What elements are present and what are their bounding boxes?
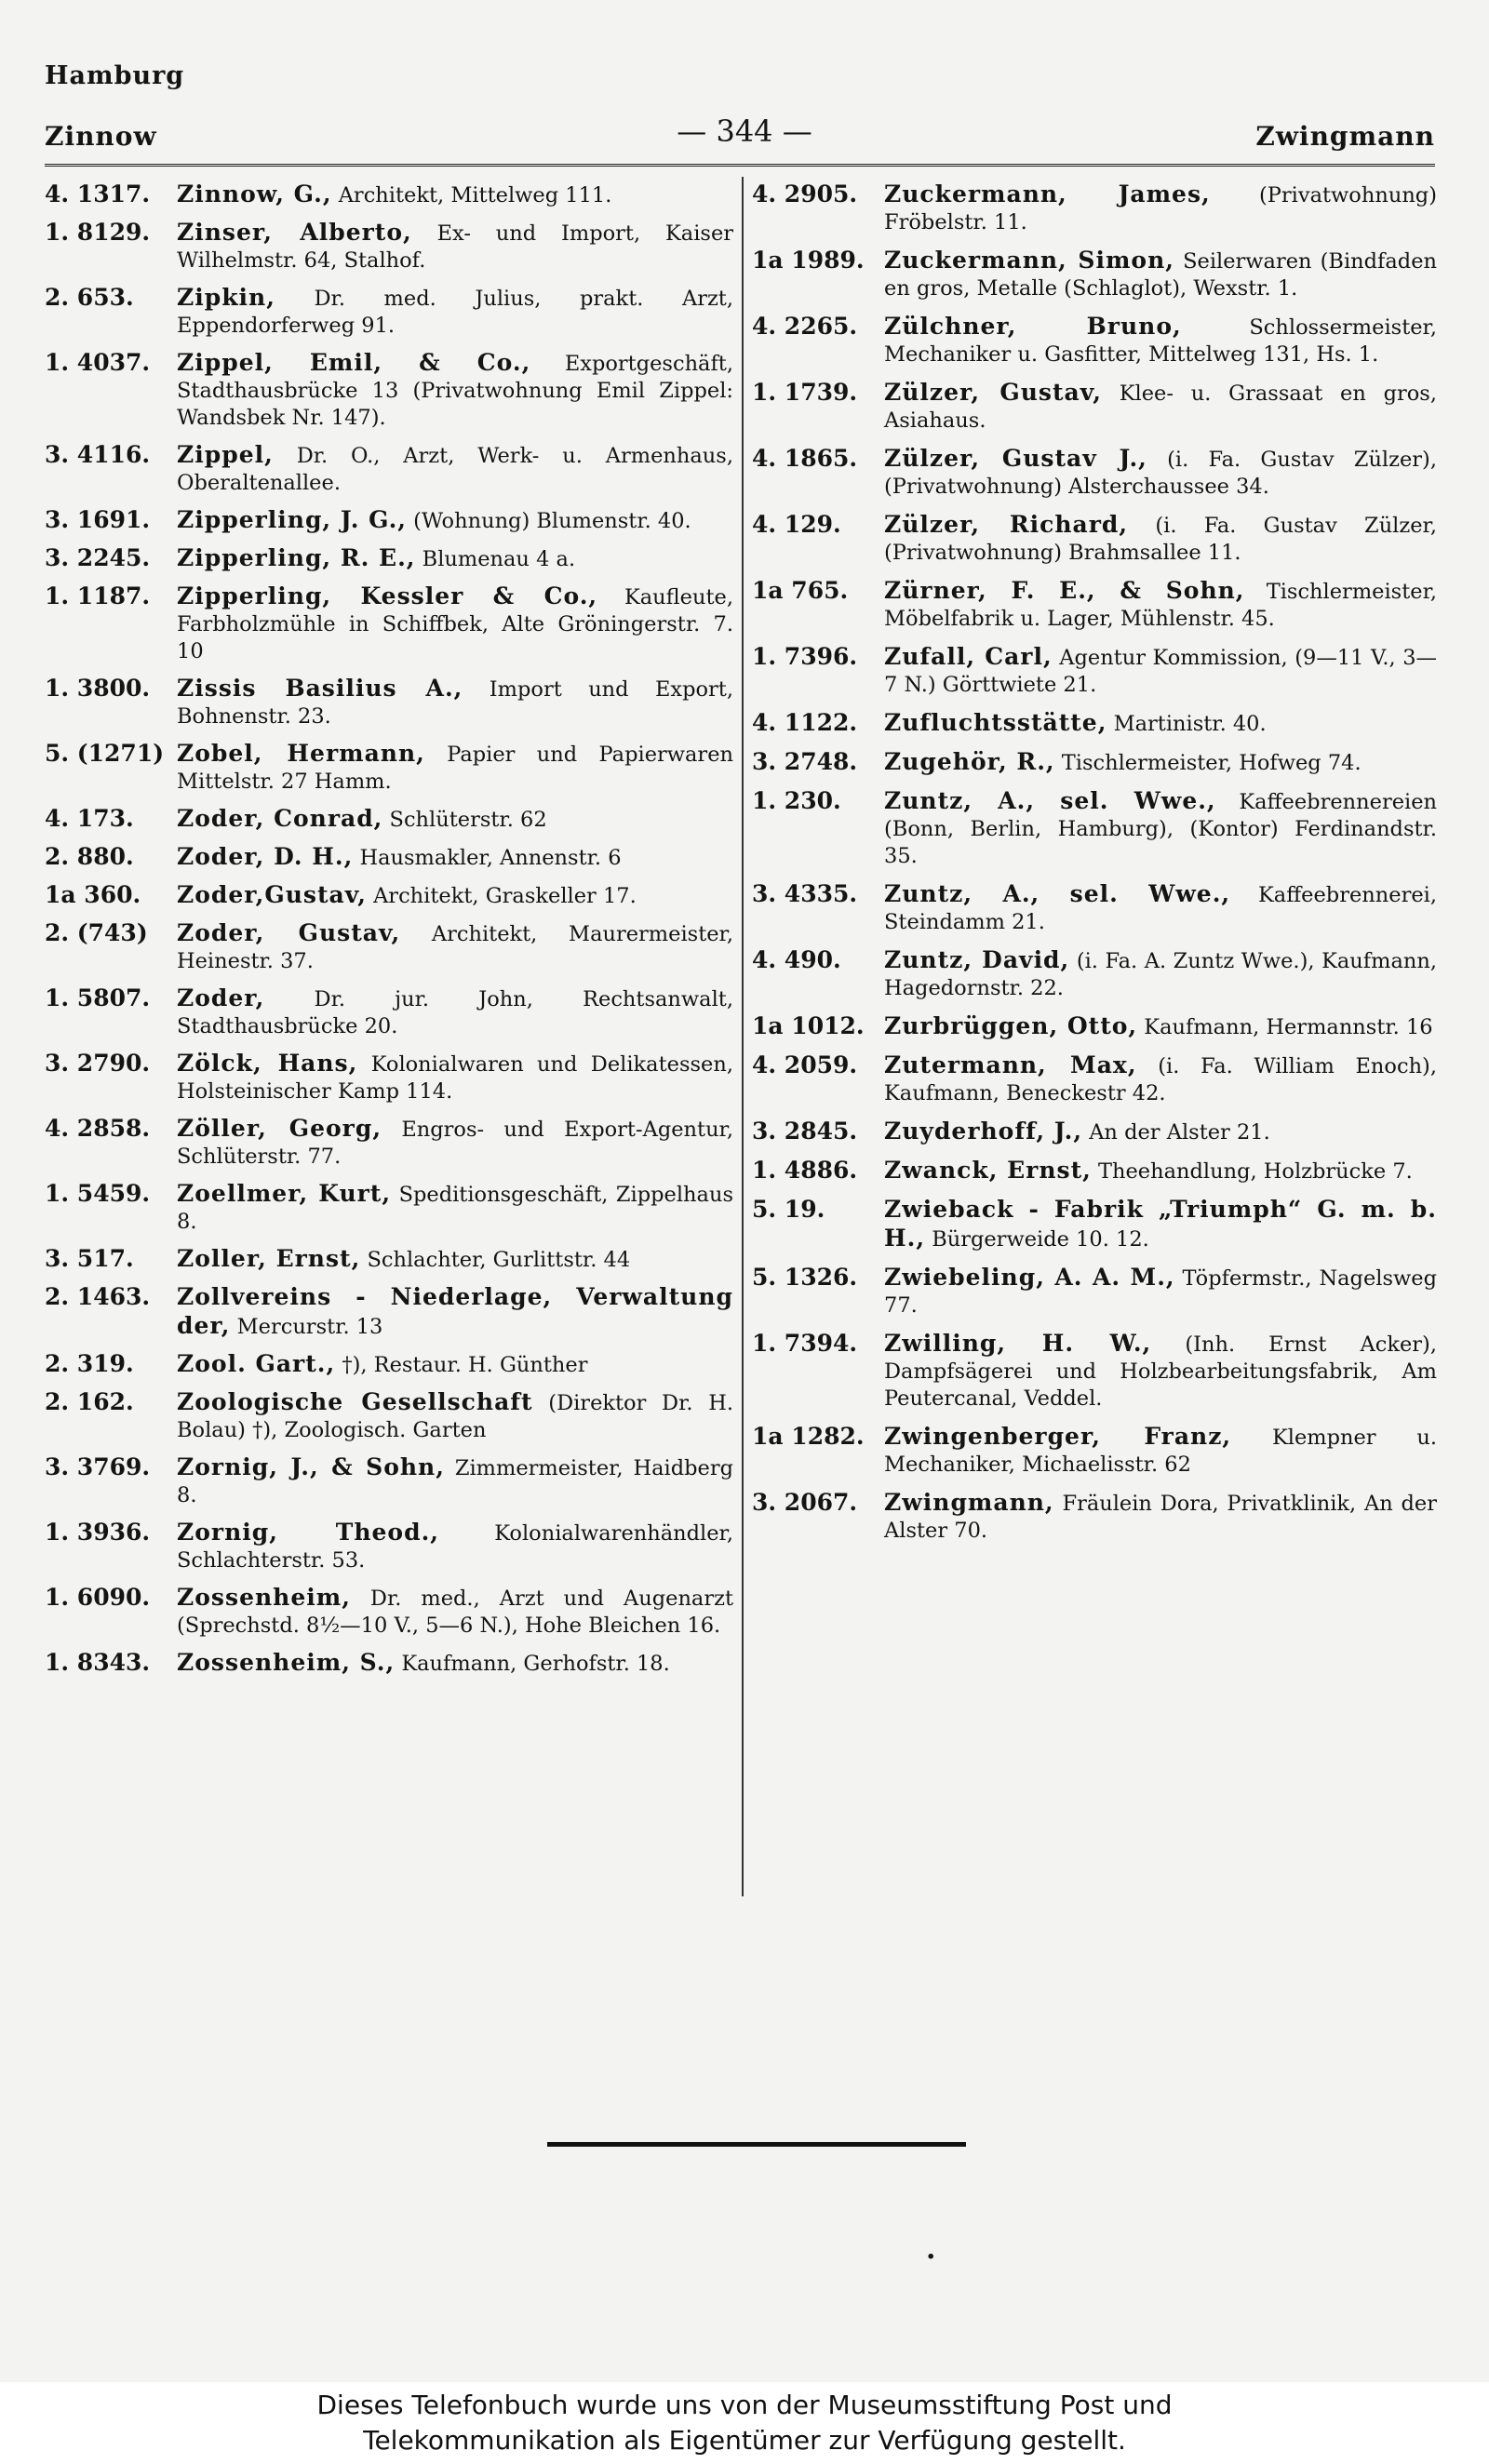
- phone-number: 5. 19.: [752, 1196, 825, 1223]
- directory-entry: [45, 1350, 733, 1379]
- entry-name: Zornig, J., & Sohn,: [177, 1453, 445, 1480]
- header-last-entry: Zwingmann: [1255, 121, 1435, 152]
- phone-number: 2. (743): [45, 919, 148, 946]
- entry-details: Exportgeschäft, Stadthausbrücke 13 (Privatwohnung Emil Zippel: Wandsbek Nr. 147).: [177, 352, 733, 430]
- entry-details: Papier und Papierwaren Mittelstr. 27 Hamm.: [177, 743, 733, 794]
- entry-details: (i. Fa. William Enoch), Kaufmann, Beneckestr 42.: [884, 1054, 1437, 1105]
- directory-entry: [752, 1051, 1437, 1107]
- phone-number: 5. (1271): [45, 740, 165, 767]
- phone-number: 2. 162.: [45, 1388, 134, 1415]
- entry-details: Hausmakler, Annenstr. 6: [359, 846, 622, 870]
- entry-details: (Wohnung) Blumenstr. 40.: [413, 509, 691, 533]
- entry-name: Zülzer, Richard,: [884, 511, 1129, 538]
- entry-name: Zuckermann, James,: [884, 181, 1211, 208]
- entry-details: Import und Export, Bohnenstr. 23.: [177, 677, 734, 729]
- entry-name: Zutermann, Max,: [884, 1051, 1137, 1078]
- directory-entry: [45, 1245, 733, 1274]
- entry-details: (i. Fa. Gustav Zülzer, (Privatwohnung) Brahmsallee 11.: [884, 514, 1437, 565]
- entry-name: Zornig, Theod.,: [177, 1519, 439, 1546]
- phone-number: 3. 2067.: [752, 1489, 858, 1516]
- end-rule: [547, 2142, 966, 2147]
- entry-details: Schlachter, Gurlittstr. 44: [367, 1248, 631, 1272]
- entry-details: Tischlermeister, Möbelfabrik u. Lager, Mühlenstr. 45.: [884, 580, 1437, 631]
- entry-name: Zipperling, R. E.,: [177, 544, 416, 571]
- entry-details: Kolonialwaren und Delikatessen, Holsteinischer Kamp 114.: [177, 1052, 733, 1104]
- directory-entry: [752, 379, 1437, 435]
- entry-details: Dr. O., Arzt, Werk- u. Armenhaus, Oberaltenallee.: [177, 444, 733, 495]
- footer-line-2: Telekommunikation als Eigentümer zur Verfügung gestellt.: [363, 2425, 1126, 2456]
- entry-name: Zipkin,: [177, 284, 275, 311]
- phone-number: 1. 7394.: [752, 1330, 858, 1357]
- phone-number: 2. 880.: [45, 843, 134, 870]
- phone-number: 1a 1989.: [752, 247, 865, 274]
- directory-entry: [45, 1050, 733, 1105]
- directory-entry: [752, 313, 1437, 368]
- entry-details: Kaffeebrennereien (Bonn, Berlin, Hamburg), (Kontor) Ferdinandstr. 35.: [884, 790, 1438, 868]
- column-divider: [742, 177, 744, 1896]
- phone-number: 1. 7396.: [752, 643, 858, 670]
- end-dot: .: [926, 2233, 936, 2266]
- phone-number: 3. 2790.: [45, 1050, 151, 1077]
- directory-entry: [752, 1423, 1437, 1479]
- entry-name: Zufluchtsstätte,: [884, 709, 1107, 736]
- directory-entry: [752, 880, 1437, 936]
- header-first-entry: Zinnow: [45, 121, 157, 152]
- entry-name: Zissis Basilius A.,: [177, 675, 463, 702]
- phone-number: 4. 2905.: [752, 181, 858, 208]
- entry-details: Kaufmann, Gerhofstr. 18.: [401, 1652, 670, 1676]
- directory-entry: [45, 219, 733, 275]
- entry-name: Zossenheim,: [177, 1584, 351, 1611]
- phone-number: 1a 1012.: [752, 1012, 865, 1039]
- entry-details: Martinistr. 40.: [1113, 712, 1267, 736]
- entry-details: Schlüterstr. 62: [389, 808, 547, 832]
- entry-details: (Inh. Ernst Acker), Dampfsägerei und Holzbearbeitungsfabrik, Am Peutercanal, Veddel.: [884, 1332, 1437, 1411]
- entry-name: Zoder, Gustav,: [177, 919, 401, 946]
- entry-name: Zöller, Georg,: [177, 1115, 382, 1142]
- header-city: Hamburg: [45, 61, 185, 90]
- phone-number: 4. 2265.: [752, 313, 858, 340]
- entry-name: Zipperling, Kessler & Co.,: [177, 583, 598, 609]
- directory-entry: [752, 511, 1437, 567]
- entry-details: Tischlermeister, Hofweg 74.: [1061, 751, 1362, 775]
- phone-number: 1. 230.: [752, 787, 841, 814]
- entry-name: Zurbrüggen, Otto,: [884, 1012, 1138, 1039]
- phone-number: 1. 3800.: [45, 675, 151, 702]
- entry-name: Zoder,Gustav,: [177, 881, 367, 908]
- entry-details: Seilerwaren (Bindfaden en gros, Metalle (Schlaglot), Wexstr. 1.: [884, 249, 1438, 301]
- directory-entry: [45, 1388, 733, 1444]
- phone-number: 4. 1865.: [752, 445, 858, 472]
- entry-name: Zoder,: [177, 984, 265, 1011]
- directory-entry: [752, 1157, 1437, 1185]
- entry-name: Zoologische Gesellschaft: [177, 1388, 533, 1415]
- right-column: [752, 181, 1437, 1555]
- entry-details: Speditionsgeschäft, Zippelhaus 8.: [177, 1183, 733, 1234]
- directory-entry: [45, 583, 733, 665]
- entry-details: Klee- u. Grassaat en gros, Asiahaus.: [884, 382, 1438, 433]
- directory-entry: [752, 577, 1437, 633]
- phone-number: 4. 490.: [752, 946, 841, 973]
- directory-entry: [752, 1489, 1437, 1545]
- phone-number: 1. 5459.: [45, 1180, 151, 1207]
- entry-name: Zölck, Hans,: [177, 1050, 358, 1077]
- directory-entry: [752, 1196, 1437, 1253]
- entry-name: Zuntz, A., sel. Wwe.,: [884, 880, 1231, 907]
- phone-number: 3. 4335.: [752, 880, 858, 907]
- entry-name: Zülchner, Bruno,: [884, 313, 1182, 340]
- directory-entry: [45, 805, 733, 834]
- directory-entry: [45, 441, 733, 497]
- entry-details: (Privatwohnung) Fröbelstr. 11.: [884, 183, 1437, 234]
- directory-entry: [45, 919, 733, 975]
- entry-name: Zippel,: [177, 441, 274, 468]
- directory-entry: [45, 740, 733, 796]
- directory-entry: [45, 1453, 733, 1509]
- phone-number: 1a 360.: [45, 881, 141, 908]
- entry-details: Mercurstr. 13: [236, 1315, 383, 1339]
- phone-number: 4. 1122.: [752, 709, 858, 736]
- directory-entry: [45, 843, 733, 872]
- phone-number: 2. 653.: [45, 284, 134, 311]
- directory-entry: [45, 1584, 733, 1640]
- entry-name: Zobel, Hermann,: [177, 740, 425, 767]
- directory-entry: [45, 1115, 733, 1171]
- phone-number: 4. 129.: [752, 511, 841, 538]
- entry-name: Zuckermann, Simon,: [884, 247, 1174, 274]
- entry-name: Zürner, F. E., & Sohn,: [884, 577, 1245, 604]
- phone-number: 3. 3769.: [45, 1453, 151, 1480]
- directory-entry: [752, 946, 1437, 1002]
- entry-details: Dr. jur. John, Rechtsanwalt, Stadthausbrücke 20.: [177, 987, 733, 1038]
- footer-line-1: Dieses Telefonbuch wurde uns von der Museumsstiftung Post und: [316, 2390, 1173, 2420]
- phone-number: 3. 2245.: [45, 544, 151, 571]
- directory-entry: [752, 1330, 1437, 1413]
- directory-entry: [45, 675, 733, 730]
- page-number: — 344 —: [677, 114, 812, 149]
- directory-entry: [752, 247, 1437, 302]
- entry-name: Zuyderhoff, J.,: [884, 1118, 1083, 1145]
- phone-number: 1. 1739.: [752, 379, 858, 406]
- directory-entry: [752, 445, 1437, 501]
- entry-name: Zülzer, Gustav,: [884, 379, 1102, 406]
- entry-details: †), Restaur. H. Günther: [342, 1353, 588, 1377]
- entry-details: Töpfermstr., Nagelsweg 77.: [884, 1266, 1437, 1318]
- entry-details: Klempner u. Mechaniker, Michaelisstr. 62: [884, 1426, 1438, 1477]
- directory-entry: [752, 748, 1437, 777]
- header-divider: [45, 164, 1435, 169]
- entry-details: Engros- und Export-Agentur, Schlüterstr. 77.: [177, 1118, 733, 1169]
- entry-name: Zwingmann,: [884, 1489, 1054, 1516]
- entry-name: Zuntz, David,: [884, 946, 1070, 973]
- directory-entry: [45, 181, 733, 209]
- entry-details: Dr. med., Arzt und Augenarzt (Sprechstd. 8½—10 V., 5—6 N.), Hohe Bleichen 16.: [177, 1587, 733, 1638]
- left-column: [45, 181, 733, 1687]
- directory-entry: [752, 643, 1437, 699]
- directory-entry: [45, 284, 733, 340]
- entry-name: Zinnow, G.,: [177, 181, 332, 208]
- entry-details: (i. Fa. A. Zuntz Wwe.), Kaufmann, Hagedornstr. 22.: [884, 949, 1437, 1000]
- directory-entry: [45, 1283, 733, 1341]
- entry-name: Zollvereins - Niederlage, Verwaltung der,: [177, 1283, 733, 1339]
- phone-number: 4. 2059.: [752, 1051, 858, 1078]
- entry-name: Zossenheim, S.,: [177, 1649, 396, 1676]
- phone-number: 5. 1326.: [752, 1264, 858, 1291]
- entry-name: Zufall, Carl,: [884, 643, 1053, 670]
- entry-details: Kolonialwarenhändler, Schlachterstr. 53.: [177, 1521, 733, 1573]
- directory-entry: [752, 1118, 1437, 1146]
- directory-entry: [752, 1264, 1437, 1319]
- directory-entry: [45, 544, 733, 573]
- entry-details: (i. Fa. Gustav Zülzer), (Privatwohnung) Alsterchaussee 34.: [884, 448, 1437, 499]
- entry-details: Ex- und Import, Kaiser Wilhelmstr. 64, Stalhof.: [177, 221, 734, 273]
- phone-number: 1. 6090.: [45, 1584, 151, 1611]
- directory-entry: [45, 506, 733, 535]
- directory-entry: [752, 1012, 1437, 1041]
- entry-name: Zoellmer, Kurt,: [177, 1180, 392, 1207]
- entry-details: Zimmermeister, Haidberg 8.: [177, 1456, 733, 1507]
- entry-name: Zoder, D. H.,: [177, 843, 354, 870]
- entry-details: Kaufmann, Hermannstr. 16: [1144, 1015, 1433, 1039]
- entry-name: Zugehör, R.,: [884, 748, 1055, 775]
- entry-name: Zoller, Ernst,: [177, 1245, 361, 1272]
- phone-number: 4. 173.: [45, 805, 134, 832]
- entry-details: Schlossermeister, Mechaniker u. Gasfitter, Mittelweg 131, Hs. 1.: [884, 315, 1437, 367]
- phone-number: 1. 8343.: [45, 1649, 151, 1676]
- entry-details: Fräulein Dora, Privatklinik, An der Alster 70.: [884, 1492, 1437, 1543]
- directory-entry: [752, 181, 1437, 236]
- directory-entry: [752, 709, 1437, 738]
- entry-name: Zippel, Emil, & Co.,: [177, 349, 531, 376]
- entry-details: Kaufleute, Farbholzmühle in Schiffbek, Alte Gröningerstr. 7. 10: [177, 585, 733, 663]
- entry-details: Architekt, Mittelweg 111.: [338, 183, 612, 208]
- phone-number: 1a 1282.: [752, 1423, 865, 1450]
- directory-entry: [45, 881, 733, 910]
- directory-entry: [752, 787, 1437, 870]
- phone-number: 1. 8129.: [45, 219, 151, 246]
- phone-number: 1. 4037.: [45, 349, 151, 376]
- entry-name: Zwieback - Fabrik „Triumph“ G. m. b. H.,: [884, 1196, 1437, 1252]
- phone-number: 4. 2858.: [45, 1115, 151, 1142]
- entry-details: (Direktor Dr. H. Bolau) †), Zoologisch. Garten: [177, 1391, 733, 1442]
- phone-number: 2. 319.: [45, 1350, 134, 1377]
- entry-details: Agentur Kommission, (9—11 V., 3—7 N.) Görttwiete 21.: [884, 646, 1438, 697]
- phone-number: 3. 517.: [45, 1245, 134, 1272]
- directory-entry: [45, 1649, 733, 1678]
- phone-number: 1. 3936.: [45, 1519, 151, 1546]
- entry-details: Kaffeebrennerei, Steindamm 21.: [884, 883, 1437, 934]
- directory-entry: [45, 1180, 733, 1236]
- phone-number: 2. 1463.: [45, 1283, 151, 1310]
- directory-entry: [45, 1519, 733, 1574]
- entry-details: Bürgerweide 10. 12.: [932, 1227, 1149, 1252]
- entry-details: Theehandlung, Holzbrücke 7.: [1097, 1159, 1413, 1184]
- entry-details: An der Alster 21.: [1089, 1120, 1270, 1145]
- footer-notice: [0, 2382, 1489, 2464]
- entry-name: Zoder, Conrad,: [177, 805, 383, 832]
- phone-number: 3. 4116.: [45, 441, 151, 468]
- entry-details: Architekt, Graskeller 17.: [373, 884, 637, 908]
- phone-number: 1. 1187.: [45, 583, 151, 609]
- directory-entry: [45, 349, 733, 432]
- entry-name: Zwanck, Ernst,: [884, 1157, 1092, 1184]
- entry-name: Zülzer, Gustav J.,: [884, 445, 1147, 472]
- phone-number: 1a 765.: [752, 577, 849, 604]
- phone-number: 3. 2748.: [752, 748, 858, 775]
- phone-number: 3. 1691.: [45, 506, 151, 533]
- entry-details: Architekt, Maurermeister, Heinestr. 37.: [177, 922, 733, 973]
- entry-name: Zwilling, H. W.,: [884, 1330, 1152, 1357]
- entry-details: Dr. med. Julius, prakt. Arzt, Eppendorferweg 91.: [177, 287, 734, 338]
- entry-name: Zuntz, A., sel. Wwe.,: [884, 787, 1216, 814]
- phone-number: 1. 4886.: [752, 1157, 858, 1184]
- entry-name: Zool. Gart.,: [177, 1350, 336, 1377]
- phone-number: 1. 5807.: [45, 984, 151, 1011]
- entry-name: Zinser, Alberto,: [177, 219, 412, 246]
- phone-number: 3. 2845.: [752, 1118, 858, 1145]
- entry-name: Zwiebeling, A. A. M.,: [884, 1264, 1175, 1291]
- phone-number: 4. 1317.: [45, 181, 151, 208]
- entry-name: Zwingenberger, Franz,: [884, 1423, 1232, 1450]
- entry-details: Blumenau 4 a.: [422, 547, 576, 571]
- entry-name: Zipperling, J. G.,: [177, 506, 408, 533]
- directory-entry: [45, 984, 733, 1040]
